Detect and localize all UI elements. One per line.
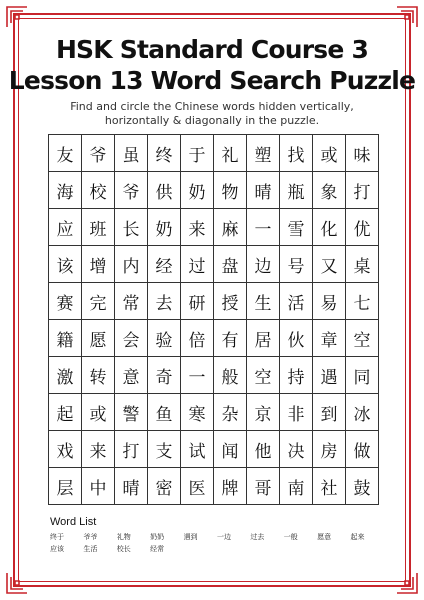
grid-cell[interactable]: 决 [280, 431, 313, 468]
grid-cell[interactable]: 空 [346, 320, 379, 357]
word-list-item: 礼物 [116, 533, 131, 541]
word-list [50, 531, 390, 555]
corner-ornament-icon [6, 572, 28, 594]
grid-cell[interactable]: 爷 [115, 172, 148, 209]
grid-cell[interactable]: 爷 [82, 135, 115, 172]
word-list-item: 校长 [116, 545, 131, 553]
grid-cell[interactable]: 警 [115, 394, 148, 431]
word-list-item: 一般 [283, 533, 298, 541]
grid-cell[interactable]: 桌 [346, 246, 379, 283]
grid-cell[interactable]: 一 [181, 357, 214, 394]
grid-cell[interactable]: 奶 [148, 209, 181, 246]
grid-cell[interactable]: 房 [313, 431, 346, 468]
grid-cell[interactable]: 常 [115, 283, 148, 320]
grid-cell[interactable]: 去 [148, 283, 181, 320]
grid-cell[interactable]: 盘 [214, 246, 247, 283]
grid-cell[interactable]: 内 [115, 246, 148, 283]
grid-cell[interactable]: 空 [247, 357, 280, 394]
grid-cell[interactable]: 象 [313, 172, 346, 209]
grid-cell[interactable]: 或 [82, 394, 115, 431]
grid-cell[interactable]: 非 [280, 394, 313, 431]
word-list-item: 愿意 [317, 533, 332, 541]
word-list-title: Word List [50, 516, 97, 528]
puzzle-grid [48, 134, 379, 505]
word-list-item: 遇到 [183, 533, 198, 541]
grid-cell[interactable]: 激 [49, 357, 82, 394]
page-title-line1: HSK Standard Course 3 [55, 35, 369, 64]
grid-cell[interactable]: 供 [148, 172, 181, 209]
grid-cell[interactable]: 居 [247, 320, 280, 357]
corner-ornament-icon [396, 6, 418, 28]
grid-cell[interactable]: 层 [49, 468, 82, 505]
grid-cell[interactable]: 牌 [214, 468, 247, 505]
grid-cell[interactable]: 优 [346, 209, 379, 246]
grid-cell[interactable]: 起 [49, 394, 82, 431]
grid-cell[interactable]: 籍 [49, 320, 82, 357]
grid-cell[interactable]: 京 [247, 394, 280, 431]
word-list-item: 一边 [216, 533, 231, 541]
grid-cell[interactable]: 来 [181, 209, 214, 246]
grid-cell[interactable]: 医 [181, 468, 214, 505]
grid-cell[interactable]: 社 [313, 468, 346, 505]
grid-cell[interactable]: 冰 [346, 394, 379, 431]
grid-cell[interactable]: 持 [280, 357, 313, 394]
grid-cell[interactable]: 南 [280, 468, 313, 505]
grid-cell[interactable]: 虽 [115, 135, 148, 172]
grid-cell[interactable]: 一 [247, 209, 280, 246]
grid-cell[interactable]: 闻 [214, 431, 247, 468]
grid-cell[interactable]: 转 [82, 357, 115, 394]
grid-cell[interactable]: 完 [82, 283, 115, 320]
grid-cell[interactable]: 奶 [181, 172, 214, 209]
grid-cell[interactable]: 有 [214, 320, 247, 357]
grid-cell[interactable]: 礼 [214, 135, 247, 172]
grid-cell[interactable]: 哥 [247, 468, 280, 505]
grid-cell[interactable]: 号 [280, 246, 313, 283]
grid-cell[interactable]: 晴 [115, 468, 148, 505]
grid-cell[interactable]: 研 [181, 283, 214, 320]
grid-cell[interactable]: 意 [115, 357, 148, 394]
grid-cell[interactable]: 应 [49, 209, 82, 246]
word-list-item: 奶奶 [150, 533, 165, 541]
instructions: Find and circle the Chinese words hidden vertically, horizontally & diagonally in the puzzle. [70, 100, 354, 127]
grid-cell[interactable]: 做 [346, 431, 379, 468]
grid-cell[interactable]: 友 [49, 135, 82, 172]
grid-cell[interactable]: 长 [115, 209, 148, 246]
grid-cell[interactable]: 密 [148, 468, 181, 505]
word-list-item: 经常 [150, 545, 165, 553]
grid-cell[interactable]: 找 [280, 135, 313, 172]
grid-cell[interactable]: 奇 [148, 357, 181, 394]
grid-cell[interactable]: 伙 [280, 320, 313, 357]
grid-cell[interactable]: 愿 [82, 320, 115, 357]
word-list-item: 应该 [50, 545, 64, 553]
word-list-item: 过去 [250, 533, 265, 541]
grid-cell[interactable]: 易 [313, 283, 346, 320]
grid-cell[interactable]: 打 [346, 172, 379, 209]
corner-ornament-icon [6, 6, 28, 28]
corner-ornament-icon [396, 572, 418, 594]
grid-cell[interactable]: 麻 [214, 209, 247, 246]
grid-cell[interactable]: 边 [247, 246, 280, 283]
grid-cell[interactable]: 会 [115, 320, 148, 357]
grid-cell[interactable]: 终 [148, 135, 181, 172]
grid-cell[interactable]: 物 [214, 172, 247, 209]
grid-cell[interactable]: 味 [346, 135, 379, 172]
grid-cell[interactable]: 赛 [49, 283, 82, 320]
grid-cell[interactable]: 海 [49, 172, 82, 209]
grid-cell[interactable]: 中 [82, 468, 115, 505]
grid-cell[interactable]: 寒 [181, 394, 214, 431]
page-title-line2: Lesson 13 Word Search Puzzle [8, 66, 416, 95]
grid-cell[interactable]: 七 [346, 283, 379, 320]
grid-cell[interactable]: 晴 [247, 172, 280, 209]
grid-cell[interactable]: 杂 [214, 394, 247, 431]
grid-cell[interactable]: 过 [181, 246, 214, 283]
grid-cell[interactable]: 雪 [280, 209, 313, 246]
grid-cell[interactable]: 活 [280, 283, 313, 320]
grid-cell[interactable]: 生 [247, 283, 280, 320]
grid-cell[interactable]: 试 [181, 431, 214, 468]
grid-cell[interactable]: 化 [313, 209, 346, 246]
grid-cell[interactable]: 鱼 [148, 394, 181, 431]
grid-cell[interactable]: 瓶 [280, 172, 313, 209]
grid-cell[interactable]: 校 [82, 172, 115, 209]
grid-cell[interactable]: 打 [115, 431, 148, 468]
grid-cell[interactable]: 班 [82, 209, 115, 246]
grid-cell[interactable]: 或 [313, 135, 346, 172]
grid-cell[interactable]: 鼓 [346, 468, 379, 505]
grid-cell[interactable]: 戏 [49, 431, 82, 468]
grid-cell[interactable]: 经 [148, 246, 181, 283]
word-list-item: 终于 [50, 533, 64, 541]
grid-cell[interactable]: 到 [313, 394, 346, 431]
grid-cell[interactable]: 倍 [181, 320, 214, 357]
grid-cell[interactable]: 又 [313, 246, 346, 283]
grid-cell[interactable]: 授 [214, 283, 247, 320]
grid-cell[interactable]: 般 [214, 357, 247, 394]
grid-cell[interactable]: 他 [247, 431, 280, 468]
grid-cell[interactable]: 增 [82, 246, 115, 283]
grid-cell[interactable]: 章 [313, 320, 346, 357]
word-list-item: 爷爷 [83, 533, 98, 541]
grid-cell[interactable]: 遇 [313, 357, 346, 394]
word-list-item: 起来 [350, 533, 365, 541]
grid-cell[interactable]: 来 [82, 431, 115, 468]
grid-cell[interactable]: 验 [148, 320, 181, 357]
grid-cell[interactable]: 同 [346, 357, 379, 394]
grid-cell[interactable]: 支 [148, 431, 181, 468]
word-list-item: 生活 [83, 545, 98, 553]
grid-cell[interactable]: 于 [181, 135, 214, 172]
grid-cell[interactable]: 该 [49, 246, 82, 283]
grid-cell[interactable]: 塑 [247, 135, 280, 172]
